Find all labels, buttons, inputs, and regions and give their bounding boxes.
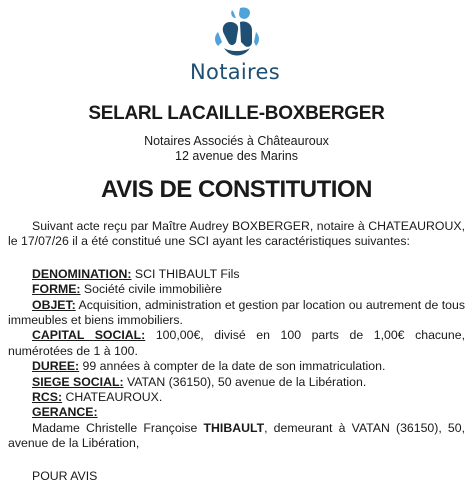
logo-wordmark: Notaires <box>190 60 280 84</box>
firm-name: SELARL LACAILLE-BOXBERGER <box>88 103 385 124</box>
capital-value: 100,00€, divisé en 100 parts de 1,00€ chacune, numérotées de 1 à 100. <box>8 328 465 358</box>
duree-value: 99 années à compter de la date de son immatriculation. <box>79 359 386 374</box>
rcs-value: CHATEAUROUX. <box>62 390 163 405</box>
notice-body <box>8 219 465 484</box>
gerance-details <box>8 421 465 452</box>
field-capital-social <box>8 328 465 359</box>
field-duree <box>8 359 465 374</box>
gerance-prefix: Madame Christelle Françoise <box>32 420 204 435</box>
field-forme <box>8 282 465 297</box>
rcs-label: RCS: <box>32 390 63 405</box>
denomination-value: SCI THIBAULT Fils <box>131 266 240 281</box>
intro-paragraph: Suivant acte reçu par Maître Audrey BOXBERGER, notaire à CHATEAUROUX, le 17/07/26 il a été constitué une SCI ayant les caractéristiques suivantes: <box>8 219 465 249</box>
forme-value: Société civile immobilière <box>80 282 222 297</box>
notaires-emblem-icon <box>200 2 270 62</box>
field-objet <box>8 298 465 329</box>
field-gerance <box>8 405 465 420</box>
gerance-suffix: , demeurant à VATAN (36150), 50, avenue de la Libération, <box>8 420 466 451</box>
objet-value: Acquisition, administration et gestion par location ou autrement de tous immeubles et biens immobiliers. <box>8 297 465 328</box>
field-rcs <box>8 390 465 405</box>
duree-label: DUREE: <box>32 359 80 374</box>
field-siege-social <box>8 375 465 390</box>
siege-label: SIEGE SOCIAL: <box>32 374 124 389</box>
notaires-logo <box>170 2 300 90</box>
firm-subtitle: Notaires Associés à Châteauroux <box>144 134 329 148</box>
denomination-label: DENOMINATION: <box>32 266 132 281</box>
forme-label: FORME: <box>32 282 81 297</box>
gerance-label: GERANCE: <box>32 405 98 420</box>
objet-label: OBJET: <box>32 297 76 312</box>
field-denomination <box>8 267 465 282</box>
firm-details <box>0 134 473 164</box>
notice-title: AVIS DE CONSTITUTION <box>101 176 372 203</box>
siege-value: VATAN (36150), 50 avenue de la Libération. <box>123 374 367 389</box>
closing-text: POUR AVIS <box>32 468 98 483</box>
gerance-surname: THIBAULT <box>203 420 265 435</box>
capital-label: CAPITAL SOCIAL: <box>32 328 146 343</box>
firm-address: 12 avenue des Marins <box>175 149 298 163</box>
